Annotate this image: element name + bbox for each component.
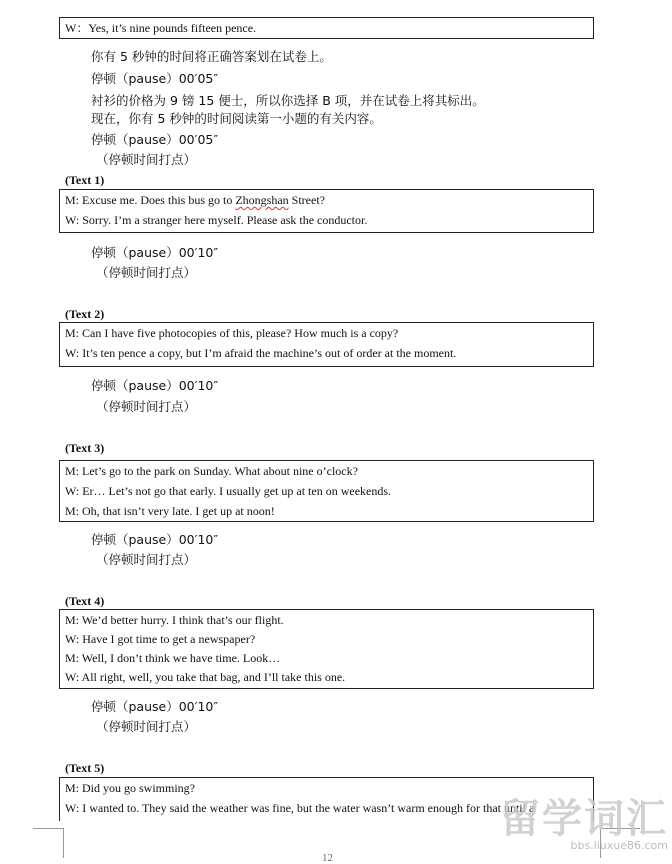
dialogue-box-top bbox=[59, 17, 594, 39]
dialogue-line: W: Er… Let’s not go that early. I usually get up at ten on weekends. bbox=[65, 484, 392, 498]
dialogue-line: M: We’d better hurry. I think that’s our flight. bbox=[65, 613, 284, 627]
text-5-label: (Text 5) bbox=[65, 761, 105, 775]
text-2-label: (Text 2) bbox=[65, 307, 105, 321]
watermark-text: 留学词汇 bbox=[500, 796, 668, 842]
dialogue-line: M: Oh, that isn’t very late. I get up at noon! bbox=[65, 504, 275, 518]
watermark-logo bbox=[500, 796, 668, 852]
pause-dots-line: （停顿时间打点） bbox=[96, 719, 197, 734]
spellcheck-word: Zhongshan bbox=[235, 193, 289, 207]
instruction-line: 衬衫的价格为 9 镑 15 便士，所以你选择 B 项，并在试卷上将其标出。 bbox=[91, 93, 485, 108]
pause-dots-line: （停顿时间打点） bbox=[96, 552, 197, 567]
dialogue-line: M: Well, I don’t think we have time. Look… bbox=[65, 651, 281, 665]
watermark-url: bbs.liuxue86.com bbox=[570, 839, 668, 852]
dialogue-line: W: All right, well, you take that bag, and I’ll take this one. bbox=[65, 670, 346, 684]
pause-dots-line: （停顿时间打点） bbox=[96, 265, 197, 280]
dialogue-line: M: Did you go swimming? bbox=[65, 781, 196, 795]
dialogue-line: M: Let’s go to the park on Sunday. What about nine o’clock? bbox=[65, 464, 358, 478]
dialogue-box-text-2 bbox=[59, 322, 594, 367]
pause-dots-line: （停顿时间打点） bbox=[96, 152, 197, 167]
dialogue-line: W: Have I got time to get a newspaper? bbox=[65, 632, 256, 646]
instruction-line: 现在，你有 5 秒钟的时间阅读第一小题的有关内容。 bbox=[91, 111, 382, 126]
pause-line: 停顿（pause）00′05″ bbox=[91, 132, 219, 147]
pause-line: 停顿（pause）00′10″ bbox=[91, 532, 219, 547]
pause-line: 停顿（pause）00′10″ bbox=[91, 245, 219, 260]
dialogue-box-text-1 bbox=[59, 189, 594, 233]
pause-dots-line: （停顿时间打点） bbox=[96, 399, 197, 414]
dialogue-box-text-4 bbox=[59, 609, 594, 689]
text-1-label: (Text 1) bbox=[65, 173, 105, 187]
pause-line: 停顿（pause）00′10″ bbox=[91, 378, 219, 393]
pause-line: 停顿（pause）00′05″ bbox=[91, 71, 219, 86]
instruction-line: 你有 5 秒钟的时间将正确答案划在试卷上。 bbox=[91, 49, 332, 64]
page-number: 12 bbox=[322, 852, 333, 864]
corner-mark bbox=[33, 828, 63, 829]
dialogue-box-text-3 bbox=[59, 460, 594, 522]
text-4-label: (Text 4) bbox=[65, 594, 105, 608]
corner-mark bbox=[63, 828, 64, 858]
dialogue-line: W: I wanted to. They said the weather was fine, but the water wasn’t warm enough for that until a bbox=[65, 801, 535, 815]
dialogue-line: W：Yes, it’s nine pounds fifteen pence. bbox=[65, 21, 257, 35]
dialogue-line: W: It’s ten pence a copy, but I’m afraid the machine’s out of order at the moment. bbox=[65, 346, 457, 360]
dialogue-line: W: Sorry. I’m a stranger here myself. Please ask the conductor. bbox=[65, 213, 368, 227]
dialogue-line: M: Can I have five photocopies of this, please? How much is a copy? bbox=[65, 326, 399, 340]
pause-line: 停顿（pause）00′10″ bbox=[91, 699, 219, 714]
text-3-label: (Text 3) bbox=[65, 441, 105, 455]
dialogue-line: M: Excuse me. Does this bus go to Zhongshan Street? bbox=[65, 193, 325, 207]
